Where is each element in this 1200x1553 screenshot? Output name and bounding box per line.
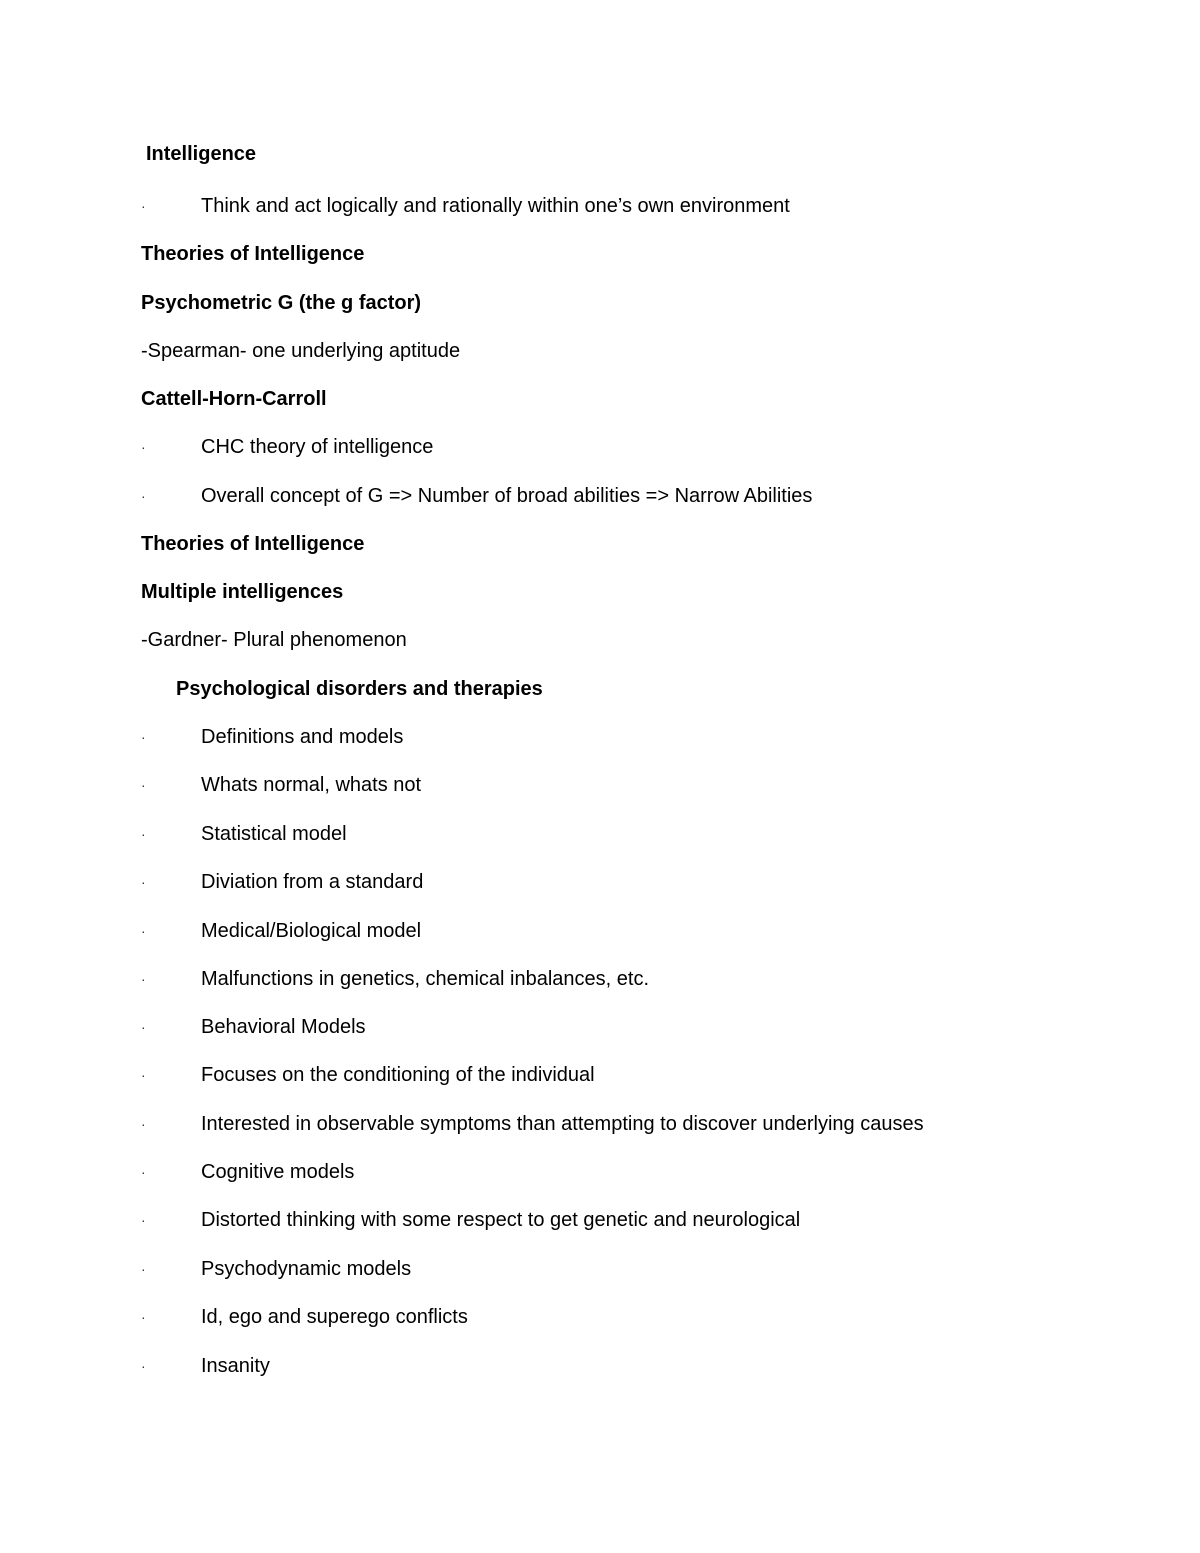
bullet-marker: · bbox=[141, 1164, 146, 1180]
bullet-marker: · bbox=[141, 971, 146, 987]
bullet-marker: · bbox=[141, 1019, 146, 1035]
bullet-marker: · bbox=[141, 874, 146, 890]
bullet-marker: · bbox=[141, 488, 146, 504]
list-item-chc-theory: CHC theory of intelligence bbox=[201, 436, 434, 458]
list-item: Interested in observable symptoms than attempting to discover underlying causes bbox=[201, 1113, 924, 1135]
bullet-marker: · bbox=[141, 729, 146, 745]
list-item: Statistical model bbox=[201, 823, 347, 845]
list-item: Medical/Biological model bbox=[201, 920, 422, 942]
heading-theories-of-intelligence: Theories of Intelligence bbox=[141, 243, 365, 265]
heading-psychometric-g: Psychometric G (the g factor) bbox=[141, 292, 422, 314]
line-spearman: -Spearman- one underlying aptitude bbox=[141, 340, 461, 362]
list-item: Distorted thinking with some respect to get genetic and neurological bbox=[201, 1209, 801, 1231]
list-item: Id, ego and superego conflicts bbox=[201, 1306, 468, 1328]
list-item: Whats normal, whats not bbox=[201, 774, 422, 796]
list-item-think: Think and act logically and rationally within one’s own environment bbox=[201, 195, 790, 217]
list-item: Focuses on the conditioning of the individual bbox=[201, 1064, 595, 1086]
bullet-marker: · bbox=[141, 198, 146, 214]
heading-cattell-horn-carroll: Cattell-Horn-Carroll bbox=[141, 388, 327, 410]
list-item: Insanity bbox=[201, 1355, 270, 1377]
bullet-marker: · bbox=[141, 1067, 146, 1083]
list-item: Definitions and models bbox=[201, 726, 404, 748]
list-item: Cognitive models bbox=[201, 1161, 355, 1183]
bullet-marker: · bbox=[141, 1212, 146, 1228]
list-item: Malfunctions in genetics, chemical inbalances, etc. bbox=[201, 968, 650, 990]
bullet-marker: · bbox=[141, 777, 146, 793]
list-item-overall-concept: Overall concept of G => Number of broad abilities => Narrow Abilities bbox=[201, 485, 813, 507]
heading-psychological-disorders: Psychological disorders and therapies bbox=[176, 678, 543, 700]
line-gardner: -Gardner- Plural phenomenon bbox=[141, 629, 407, 651]
heading-theories-of-intelligence-2: Theories of Intelligence bbox=[141, 533, 365, 555]
list-item: Behavioral Models bbox=[201, 1016, 366, 1038]
bullet-marker: · bbox=[141, 923, 146, 939]
list-item: Diviation from a standard bbox=[201, 871, 424, 893]
bullet-marker: · bbox=[141, 826, 146, 842]
bullet-marker: · bbox=[141, 1358, 146, 1374]
bullet-marker: · bbox=[141, 439, 146, 455]
heading-multiple-intelligences: Multiple intelligences bbox=[141, 581, 344, 603]
bullet-marker: · bbox=[141, 1261, 146, 1277]
list-item: Psychodynamic models bbox=[201, 1258, 412, 1280]
bullet-marker: · bbox=[141, 1116, 146, 1132]
heading-intelligence: Intelligence bbox=[146, 143, 257, 165]
bullet-marker: · bbox=[141, 1309, 146, 1325]
